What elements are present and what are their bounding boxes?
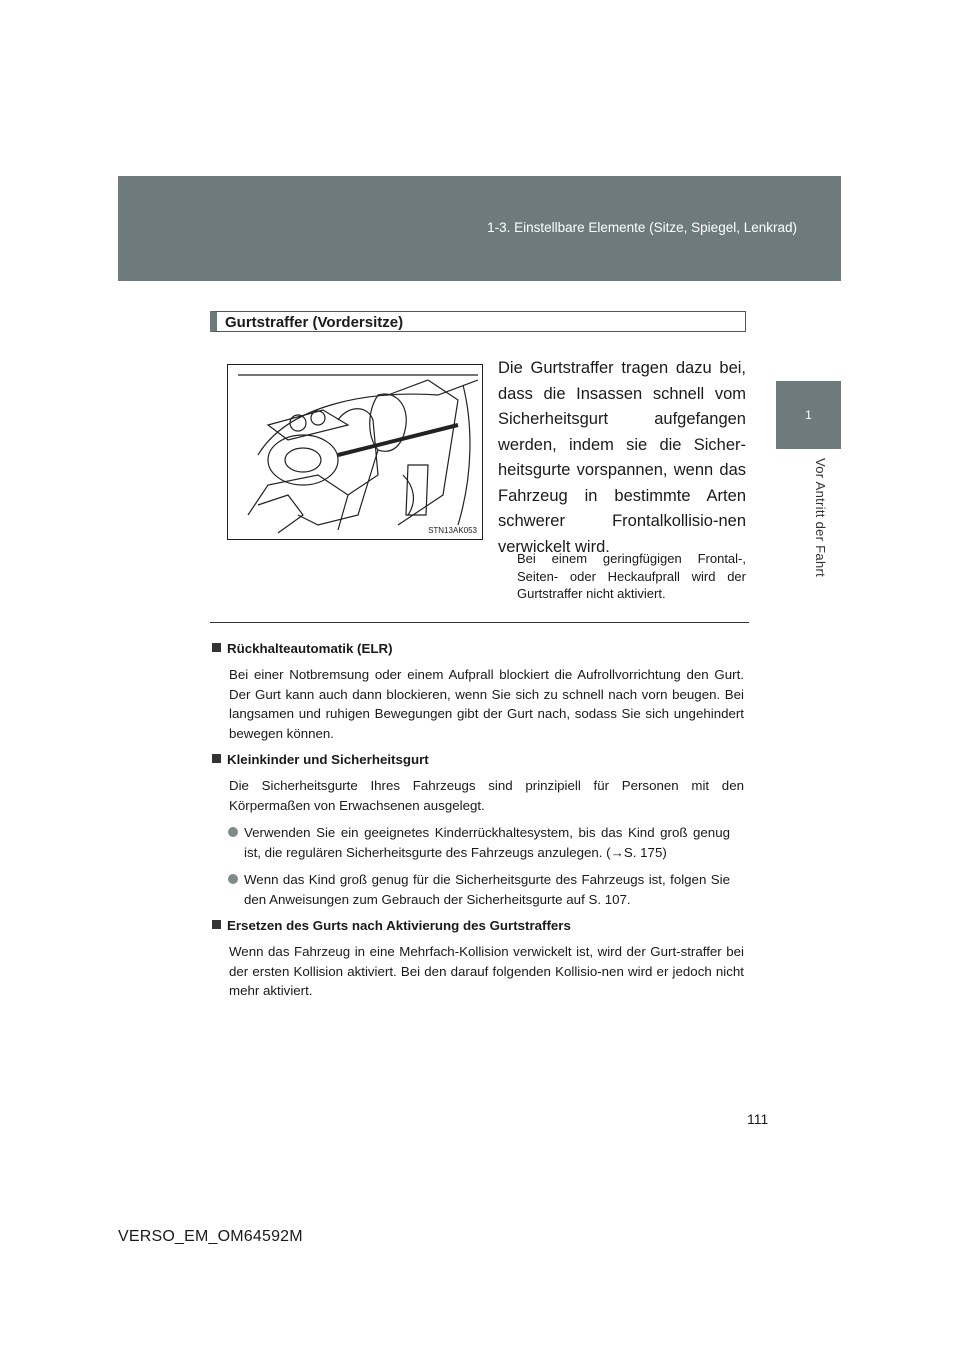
list-item xyxy=(244,823,744,862)
list-item xyxy=(244,870,744,909)
content-body xyxy=(212,640,744,1009)
circle-bullet-icon xyxy=(228,874,238,884)
breadcrumb: 1-3. Einstellbare Elemente (Sitze, Spiegel, Lenkrad) xyxy=(487,220,797,235)
section-title: Gurtstraffer (Vordersitze) xyxy=(210,311,746,332)
paragraph-elr: Bei einer Notbremsung oder einem Aufprall blockiert die Aufrollvorrichtung den Gurt. Der Gurt kann auch dann blockieren, wenn Sie sich zu schnell nach vorn beugen. Bei langsamen und ruhigen Bewegungen gibt der Gurt nach, sodass Sie sich ungehindert bewegen können. xyxy=(229,667,744,741)
heading-elr-text: Rückhalteautomatik (ELR) xyxy=(227,641,393,656)
figure-code: STN13AK053 xyxy=(428,526,477,535)
square-bullet-icon xyxy=(212,920,221,929)
heading-elr xyxy=(212,640,744,658)
heading-replace xyxy=(212,917,744,935)
chapter-tab-label: Vor Antritt der Fahrt xyxy=(813,458,828,578)
heading-kids-text: Kleinkinder und Sicherheitsgurt xyxy=(227,752,429,767)
heading-kids xyxy=(212,751,744,769)
seatbelt-pretensioner-illustration xyxy=(227,364,483,540)
divider xyxy=(210,622,749,623)
page-number: 111 xyxy=(747,1111,769,1127)
list-item-text: Wenn das Kind groß genug für die Sicherheitsgurte des Fahrzeugs ist, folgen Sie den Anweisungen zum Gebrauch der Sicherheitsgurte auf S. 107. xyxy=(244,872,730,907)
heading-replace-text: Ersetzen des Gurts nach Aktivierung des Gurtstraffers xyxy=(227,918,571,933)
square-bullet-icon xyxy=(212,754,221,763)
car-interior-drawing xyxy=(228,365,482,539)
paragraph-kids: Die Sicherheitsgurte Ihres Fahrzeugs sind prinzipiell für Personen mit den Körpermaßen von Erwachsenen ausgelegt. xyxy=(229,778,744,813)
list-item-text: Verwenden Sie ein geeignetes Kinderrückhaltesystem, bis das Kind groß genug ist, die regulären Sicherheitsgurte des Fahrzeugs anzulegen. (→S. 175) xyxy=(244,825,730,860)
header-band xyxy=(118,176,841,281)
paragraph-replace: Wenn das Fahrzeug in eine Mehrfach-Kollision verwickelt ist, wird der Gurt-straffer bei der ersten Kollision aktiviert. Bei den darauf folgenden Kollisio-nen wird er jedoch nicht mehr aktiviert. xyxy=(229,944,744,998)
intro-paragraph: Die Gurtstraffer tragen dazu bei, dass die Insassen schnell vom Sicherheitsgurt aufgefangen werden, indem sie die Sicher-heitsgurte vorspannen, wenn das Fahrzeug in bestimmte Arten schwerer Frontalkollisio-nen verwickelt wird. xyxy=(498,359,746,556)
footer-code: VERSO_EM_OM64592M xyxy=(118,1228,303,1245)
intro-note: Bei einem geringfügigen Frontal-, Seiten- oder Heckaufprall wird der Gurtstraffer nicht aktiviert. xyxy=(517,551,746,601)
chapter-tab-number: 1 xyxy=(776,381,841,449)
square-bullet-icon xyxy=(212,643,221,652)
circle-bullet-icon xyxy=(228,827,238,837)
